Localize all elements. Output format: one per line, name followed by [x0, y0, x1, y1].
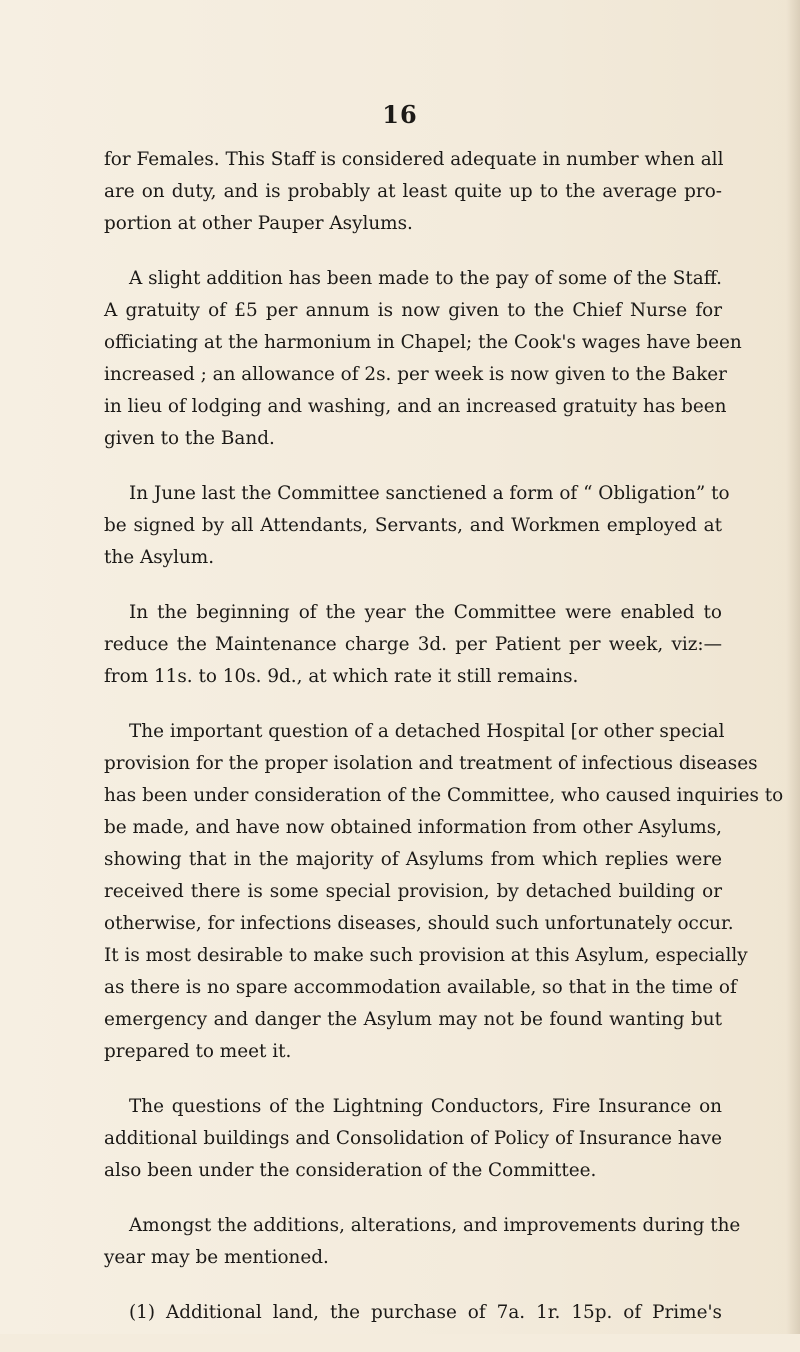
text-line: The questions of the Lightning Conductors, Fire Insurance on — [129, 1096, 722, 1117]
text-line: received there is some special provision, by detached building or — [104, 881, 722, 902]
paragraph-insurance — [104, 1091, 722, 1187]
text-line: A gratuity of £5 per annum is now given to the Chief Nurse for — [104, 300, 722, 321]
text-line: for Females. This Staff is considered adequate in number when all — [104, 149, 724, 170]
text-line: It is most desirable to make such provision at this Asylum, especially — [104, 945, 748, 966]
text-line: be signed by all Attendants, Servants, and Workmen employed at — [104, 515, 722, 536]
text-line: given to the Band. — [104, 428, 275, 449]
text-line: has been under consideration of the Committee, who caused inquiries to — [104, 785, 784, 806]
text-line: in lieu of lodging and washing, and an increased gratuity has been — [104, 396, 727, 417]
paragraph-maintenance-charge — [104, 597, 722, 693]
text-line: In June last the Committee sanctiened a form of “ Obligation” to — [129, 483, 730, 504]
text-line: be made, and have now obtained information from other Asylums, — [104, 817, 722, 838]
text-line: the Asylum. — [104, 547, 215, 568]
text-line: emergency and danger the Asylum may not be found wanting but — [104, 1009, 722, 1030]
text-line: year may be mentioned. — [104, 1247, 329, 1268]
text-line: increased ; an allowance of 2s. per week is now given to the Baker — [104, 364, 727, 385]
paragraph-staff-adequacy — [104, 144, 722, 240]
text-line: additional buildings and Consolidation of Policy of Insurance have — [104, 1128, 722, 1149]
text-line: A slight addition has been made to the pay of some of the Staff. — [129, 268, 722, 289]
text-line: In the beginning of the year the Committee were enabled to — [129, 602, 722, 623]
text-line: officiating at the harmonium in Chapel; the Cook's wages have been — [104, 332, 742, 353]
text-line: prepared to meet it. — [104, 1041, 292, 1062]
text-line: otherwise, for infections diseases, should such unfortunately occur. — [104, 913, 734, 934]
paragraph-obligation — [104, 478, 730, 574]
paragraph-staff-pay — [104, 263, 742, 455]
page-edge-shadow — [786, 0, 800, 1334]
text-line: are on duty, and is probably at least quite up to the average pro- — [104, 181, 722, 202]
text-line: from 11s. to 10s. 9d., at which rate it still remains. — [104, 666, 579, 687]
text-line: portion at other Pauper Asylums. — [104, 213, 413, 234]
text-line: also been under the consideration of the Committee. — [104, 1160, 597, 1181]
text-line: provision for the proper isolation and treatment of infectious diseases — [104, 753, 758, 774]
body-text — [104, 144, 784, 1352]
paragraph-improvements — [104, 1210, 741, 1274]
text-line: The important question of a detached Hospital [or other special — [129, 721, 725, 742]
text-line: (1) Additional land, the purchase of 7a. 1r. 15p. of Prime's — [129, 1302, 722, 1323]
paragraph-additional-land — [104, 1297, 722, 1329]
text-line: showing that in the majority of Asylums from which replies were — [104, 849, 722, 870]
text-line: as there is no spare accommodation available, so that in the time of — [104, 977, 737, 998]
text-line: reduce the Maintenance charge 3d. per Patient per week, viz:— — [104, 634, 722, 655]
text-line: Amongst the additions, alterations, and improvements during the — [129, 1215, 741, 1236]
page-number: 16 — [382, 100, 418, 129]
paragraph-detached-hospital — [104, 716, 784, 1068]
